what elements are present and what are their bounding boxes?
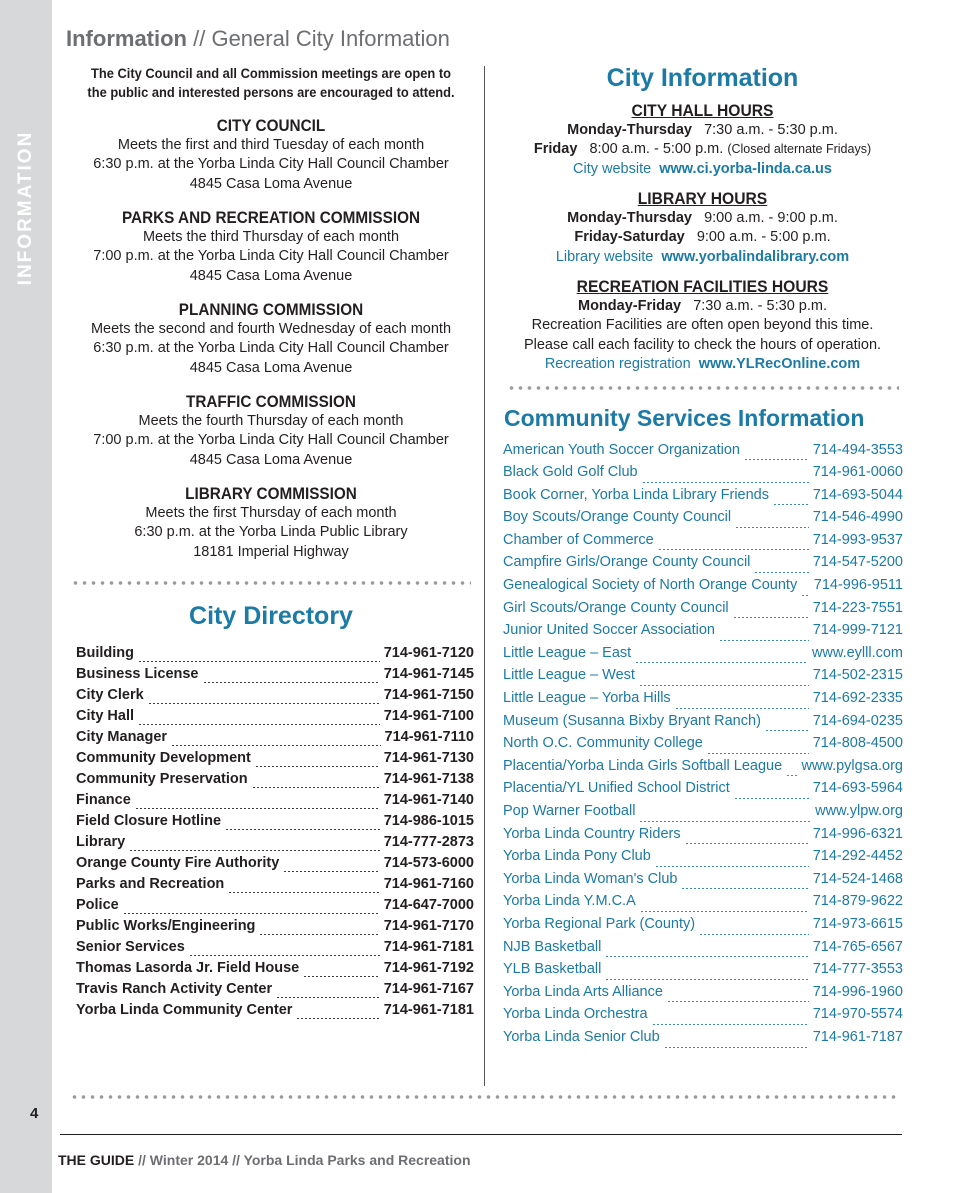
entry-name: Senior Services xyxy=(76,939,185,955)
dot-leader xyxy=(640,911,809,912)
library-hours-title: LIBRARY HOURS xyxy=(637,189,768,208)
list-item xyxy=(76,666,474,687)
list-item xyxy=(503,916,903,939)
footer-season: Winter 2014 xyxy=(149,1152,229,1168)
entry-phone: 714-961-7181 xyxy=(383,1002,474,1018)
list-item xyxy=(76,708,474,729)
entry-phone: 714-996-1960 xyxy=(812,983,903,1000)
dot-leader xyxy=(652,1024,809,1025)
list-item xyxy=(76,897,474,918)
list-item xyxy=(503,1029,903,1052)
days: Monday-Thursday xyxy=(567,121,692,138)
dot-leader xyxy=(605,956,808,957)
meetings-intro: The City Council and all Commission meetings are open to the public and interested persons are encouraged to attend. xyxy=(87,65,455,100)
entry-name: Placentia/YL Unified School District xyxy=(503,780,730,797)
list-item xyxy=(503,713,903,736)
dot-leader xyxy=(667,1001,809,1002)
time: 7:30 a.m. - 5:30 p.m. xyxy=(704,121,838,138)
list-item xyxy=(503,893,903,916)
dot-leader xyxy=(225,829,380,830)
recreation-hours xyxy=(500,277,905,375)
entry-name: Yorba Linda Community Center xyxy=(76,1002,293,1018)
dot-leader xyxy=(296,1018,379,1019)
entry-name: Thomas Lasorda Jr. Field House xyxy=(76,960,300,976)
list-item xyxy=(76,645,474,666)
dot-leader xyxy=(171,745,380,746)
entry-phone: 714-986-1015 xyxy=(383,813,474,829)
list-item xyxy=(503,622,903,645)
list-item xyxy=(76,834,474,855)
days: Friday-Saturday xyxy=(574,229,685,245)
city-directory-list xyxy=(76,645,474,1023)
left-column xyxy=(66,64,476,1023)
dot-leader xyxy=(148,703,380,704)
list-item xyxy=(503,509,903,532)
meeting-block xyxy=(66,300,476,378)
entry-phone: 714-961-0060 xyxy=(812,464,903,481)
entry-phone: 714-996-9511 xyxy=(813,577,903,594)
list-item xyxy=(503,442,903,465)
entry-name: City Manager xyxy=(76,729,168,745)
dot-leader xyxy=(765,730,809,731)
dot-leader xyxy=(252,787,380,788)
entry-phone: 714-223-7551 xyxy=(812,599,903,616)
meeting-block xyxy=(66,208,476,286)
meeting-detail: 6:30 p.m. at the Yorba Linda City Hall Council Chamber xyxy=(93,156,449,172)
dot-leader xyxy=(707,753,809,754)
entry-phone: 714-961-7160 xyxy=(383,876,474,892)
entry-name: Orange County Fire Authority xyxy=(76,855,280,871)
entry-phone: 714-961-7110 xyxy=(384,729,474,745)
time: 9:00 a.m. - 5:00 p.m. xyxy=(696,229,831,245)
entry-phone: 714-647-7000 xyxy=(383,897,474,913)
days: Monday-Thursday xyxy=(567,209,692,226)
entry-name: Yorba Regional Park (County) xyxy=(503,915,696,932)
entry-phone: 714-292-4452 xyxy=(812,848,903,865)
dot-leader xyxy=(801,595,810,596)
list-item xyxy=(503,803,903,826)
entry-name: Field Closure Hotline xyxy=(76,813,222,829)
column-divider xyxy=(484,66,485,1086)
entry-phone: 714-546-4990 xyxy=(812,509,903,526)
dot-leader xyxy=(228,892,379,893)
list-item xyxy=(503,600,903,623)
list-item xyxy=(503,1006,903,1029)
meeting-detail: 4845 Casa Loma Avenue xyxy=(189,451,353,468)
dot-leader xyxy=(189,955,380,956)
meeting-block xyxy=(66,392,476,470)
entry-phone: 714-879-9622 xyxy=(812,893,903,910)
city-hall-row-1 xyxy=(500,121,905,141)
list-item xyxy=(76,960,474,981)
dot-leader xyxy=(138,661,380,662)
entry-name: Yorba Linda Arts Alliance xyxy=(503,983,663,1000)
dot-leader xyxy=(655,866,809,867)
entry-phone: 714-961-7150 xyxy=(383,687,474,703)
dot-leader xyxy=(135,808,380,809)
header-section: Information xyxy=(66,26,187,51)
meeting-detail: Meets the first Thursday of each month xyxy=(145,504,397,521)
days: Monday-Friday xyxy=(577,297,682,314)
list-item xyxy=(503,464,903,487)
entry-phone: 714-573-6000 xyxy=(383,855,474,871)
city-information-title: City Information xyxy=(606,64,799,92)
entry-name: Book Corner, Yorba Linda Library Friends xyxy=(503,486,769,503)
list-item xyxy=(76,981,474,1002)
website-label: Library website xyxy=(555,248,654,265)
city-hall-row-2 xyxy=(500,140,905,160)
list-item xyxy=(76,939,474,960)
entry-name: Girl Scouts/Orange County Council xyxy=(503,599,729,616)
entry-name: Library xyxy=(76,834,126,850)
footer-rule xyxy=(60,1134,902,1135)
dot-leader xyxy=(255,766,380,767)
list-item xyxy=(503,939,903,962)
entry-name: Yorba Linda Y.M.C.A xyxy=(503,893,636,910)
dotted-divider xyxy=(507,385,899,391)
list-item xyxy=(503,848,903,871)
entry-phone: www.ylpw.org xyxy=(815,803,903,819)
entry-phone: 714-961-7140 xyxy=(383,792,474,808)
list-item xyxy=(76,876,474,897)
dot-leader xyxy=(259,934,379,935)
meeting-detail: 4845 Casa Loma Avenue xyxy=(189,359,353,376)
entry-name: NJB Basketball xyxy=(503,938,602,955)
page-header xyxy=(66,26,450,52)
entry-name: Yorba Linda Country Riders xyxy=(503,825,681,842)
header-separator: // xyxy=(187,26,212,51)
list-item xyxy=(503,758,903,781)
list-item xyxy=(503,826,903,849)
meeting-title: TRAFFIC COMMISSION xyxy=(185,392,356,411)
entry-phone: 714-961-7187 xyxy=(812,1028,903,1045)
meeting-detail: Meets the third Thursday of each month xyxy=(142,228,400,245)
dot-leader xyxy=(123,913,380,914)
page-footer xyxy=(58,1152,471,1168)
entry-name: YLB Basketball xyxy=(503,961,602,978)
entry-phone: 714-961-7120 xyxy=(383,645,474,661)
dot-leader xyxy=(303,976,379,977)
recreation-note-2: Please call each facility to check the hours of operation. xyxy=(523,336,882,353)
meeting-detail: 6:30 p.m. at the Yorba Linda Public Library xyxy=(134,524,408,540)
dot-leader xyxy=(203,682,380,683)
dot-leader xyxy=(605,979,808,980)
library-website-line xyxy=(500,248,905,268)
page-number: 4 xyxy=(30,1105,39,1122)
dot-leader xyxy=(681,888,808,889)
recreation-row-1 xyxy=(500,297,905,317)
meeting-detail: 7:00 p.m. at the Yorba Linda City Hall Council Chamber xyxy=(93,248,449,264)
entry-phone: 714-993-9537 xyxy=(812,531,903,548)
time: 8:00 a.m. - 5:00 p.m. xyxy=(589,141,724,157)
footer-org: Yorba Linda Parks and Recreation xyxy=(243,1152,471,1168)
entry-name: City Clerk xyxy=(76,687,144,703)
list-item xyxy=(503,871,903,894)
list-item xyxy=(503,961,903,984)
entry-phone: 714-502-2315 xyxy=(812,667,903,684)
list-item xyxy=(503,780,903,803)
city-website-line xyxy=(500,160,905,180)
entry-name: Little League – Yorba Hills xyxy=(503,690,671,707)
entry-name: Little League – West xyxy=(503,667,635,684)
dot-leader xyxy=(734,798,809,799)
dot-leader xyxy=(276,997,380,998)
entry-name: Boy Scouts/Orange County Council xyxy=(503,509,732,526)
sidebar-label: INFORMATION xyxy=(15,130,36,286)
dot-leader xyxy=(699,934,809,935)
entry-phone: www.pylgsa.org xyxy=(801,757,903,774)
dot-leader xyxy=(675,708,809,709)
website-label: City website xyxy=(573,160,652,177)
entry-name: Museum (Susanna Bixby Bryant Ranch) xyxy=(503,712,761,729)
meeting-detail: Meets the first and third Tuesday of each month xyxy=(117,136,425,153)
entry-phone: 714-961-7170 xyxy=(383,918,474,934)
dot-leader xyxy=(639,821,811,822)
list-item xyxy=(76,792,474,813)
entry-phone: 714-961-7145 xyxy=(383,666,474,682)
dot-leader xyxy=(773,504,809,505)
meetings-list xyxy=(66,116,476,562)
footer-guide: THE GUIDE xyxy=(58,1152,135,1168)
entry-phone: 714-494-3553 xyxy=(812,441,903,458)
entry-name: Pop Warner Football xyxy=(503,803,636,819)
entry-name: Public Works/Engineering xyxy=(76,918,256,934)
entry-name: Placentia/Yorba Linda Girls Softball League xyxy=(503,757,783,774)
time: 9:00 a.m. - 9:00 p.m. xyxy=(704,209,838,226)
meeting-title: PLANNING COMMISSION xyxy=(178,300,364,319)
recreation-website-link[interactable]: www.YLRecOnline.com xyxy=(698,356,861,372)
meeting-detail: Meets the second and fourth Wednesday of each month xyxy=(90,320,452,337)
right-column xyxy=(500,64,905,1052)
entry-name: Police xyxy=(76,897,119,913)
entry-name: Little League – East xyxy=(503,644,632,661)
list-item xyxy=(503,554,903,577)
meeting-detail: 7:00 p.m. at the Yorba Linda City Hall Council Chamber xyxy=(93,432,449,448)
entry-name: Genealogical Society of North Orange County xyxy=(503,577,798,594)
list-item xyxy=(76,771,474,792)
list-item xyxy=(503,645,903,668)
entry-phone: 714-961-7181 xyxy=(383,939,474,955)
sidebar xyxy=(0,0,52,1193)
entry-name: Junior United Soccer Association xyxy=(503,622,715,639)
entry-phone: 714-777-2873 xyxy=(383,834,474,850)
dot-leader xyxy=(719,640,809,641)
entry-name: City Hall xyxy=(76,708,135,724)
meeting-detail: 4845 Casa Loma Avenue xyxy=(189,267,353,284)
meeting-block xyxy=(66,484,476,562)
dot-leader xyxy=(685,843,809,844)
website-label: Recreation registration xyxy=(544,356,691,372)
library-website-link[interactable]: www.yorbalindalibrary.com xyxy=(661,248,850,265)
dot-leader xyxy=(658,549,809,550)
time: 7:30 a.m. - 5:30 p.m. xyxy=(693,297,827,314)
city-directory-title: City Directory xyxy=(189,602,353,630)
footer-separator: // xyxy=(228,1152,244,1168)
footer-separator: // xyxy=(134,1152,150,1168)
entry-name: Community Preservation xyxy=(76,771,248,787)
meeting-block xyxy=(66,116,476,194)
list-item xyxy=(503,487,903,510)
meeting-title: PARKS AND RECREATION COMMISSION xyxy=(121,208,421,227)
dot-leader xyxy=(283,871,379,872)
recreation-hours-title: RECREATION FACILITIES HOURS xyxy=(576,277,829,296)
dot-leader xyxy=(642,482,809,483)
entry-name: Yorba Linda Orchestra xyxy=(503,1006,648,1023)
entry-name: Finance xyxy=(76,792,131,808)
entry-phone: 714-961-7138 xyxy=(383,771,474,787)
dot-leader xyxy=(735,527,809,528)
entry-phone: 714-961-7167 xyxy=(383,981,474,997)
list-item xyxy=(503,690,903,713)
entry-phone: 714-693-5964 xyxy=(812,780,903,797)
list-item xyxy=(503,984,903,1007)
entry-name: Campfire Girls/Orange County Council xyxy=(503,554,751,571)
library-row-1 xyxy=(500,209,905,229)
list-item xyxy=(503,667,903,690)
entry-phone: 714-765-6567 xyxy=(812,938,903,955)
entry-phone: 714-693-5044 xyxy=(812,486,903,503)
community-services-list xyxy=(503,442,903,1052)
city-hall-hours xyxy=(500,101,905,179)
meeting-title: LIBRARY COMMISSION xyxy=(185,484,357,503)
list-item xyxy=(76,813,474,834)
recreation-website-line xyxy=(500,355,905,375)
list-item xyxy=(76,855,474,876)
entry-phone: 714-694-0235 xyxy=(812,712,903,729)
list-item xyxy=(76,918,474,939)
library-row-2 xyxy=(500,228,905,248)
dot-leader xyxy=(639,685,809,686)
entry-phone: www.eylll.com xyxy=(811,644,903,661)
list-item xyxy=(503,532,903,555)
entry-name: Travis Ranch Activity Center xyxy=(76,981,273,997)
entry-phone: 714-996-6321 xyxy=(812,825,903,842)
meeting-detail: 4845 Casa Loma Avenue xyxy=(189,175,353,192)
entry-name: North O.C. Community College xyxy=(503,735,703,752)
city-website-link[interactable]: www.ci.yorba-linda.ca.us xyxy=(659,160,832,177)
meeting-detail: 6:30 p.m. at the Yorba Linda City Hall Council Chamber xyxy=(93,340,449,356)
dot-leader xyxy=(754,572,808,573)
entry-phone: 714-808-4500 xyxy=(812,735,903,752)
list-item xyxy=(76,729,474,750)
entry-name: Building xyxy=(76,645,134,661)
closed-note: (Closed alternate Fridays) xyxy=(727,142,872,156)
list-item xyxy=(503,577,903,600)
dot-leader xyxy=(664,1047,809,1048)
dotted-divider xyxy=(71,580,471,586)
entry-phone: 714-524-1468 xyxy=(812,870,903,887)
meeting-title: CITY COUNCIL xyxy=(216,116,326,135)
recreation-note-1: Recreation Facilities are often open beyond this time. xyxy=(531,317,874,333)
entry-phone: 714-547-5200 xyxy=(812,554,903,571)
entry-phone: 714-961-7130 xyxy=(383,750,474,766)
entry-name: Business License xyxy=(76,666,199,682)
entry-phone: 714-961-7100 xyxy=(383,708,474,724)
entry-name: Yorba Linda Senior Club xyxy=(503,1028,660,1045)
community-services-title: Community Services Information xyxy=(504,404,865,431)
entry-name: Chamber of Commerce xyxy=(503,531,654,548)
entry-name: Yorba Linda Woman's Club xyxy=(503,870,678,887)
list-item xyxy=(503,735,903,758)
dot-leader xyxy=(138,724,380,725)
list-item xyxy=(76,1002,474,1023)
dot-leader xyxy=(786,775,797,776)
footer-dotted-divider xyxy=(70,1094,900,1100)
dot-leader xyxy=(733,617,809,618)
list-item xyxy=(76,687,474,708)
dot-leader xyxy=(129,850,380,851)
entry-phone: 714-961-7192 xyxy=(383,960,474,976)
library-hours xyxy=(500,189,905,267)
list-item xyxy=(76,750,474,771)
dot-leader xyxy=(635,662,808,663)
city-hall-hours-title: CITY HALL HOURS xyxy=(631,101,774,120)
entry-name: Yorba Linda Pony Club xyxy=(503,848,651,865)
entry-phone: 714-970-5574 xyxy=(812,1006,903,1023)
entry-name: Community Development xyxy=(76,750,251,766)
entry-phone: 714-999-7121 xyxy=(812,622,903,639)
meeting-detail: 18181 Imperial Highway xyxy=(193,543,349,560)
dot-leader xyxy=(744,459,809,460)
entry-phone: 714-777-3553 xyxy=(812,961,903,978)
entry-name: American Youth Soccer Organization xyxy=(503,441,740,458)
header-subtitle: General City Information xyxy=(211,26,450,51)
entry-phone: 714-973-6615 xyxy=(812,915,903,932)
entry-phone: 714-692-2335 xyxy=(812,690,903,707)
days: Friday xyxy=(533,141,578,157)
meeting-detail: Meets the fourth Thursday of each month xyxy=(138,412,404,429)
entry-name: Black Gold Golf Club xyxy=(503,464,638,481)
entry-name: Parks and Recreation xyxy=(76,876,225,892)
